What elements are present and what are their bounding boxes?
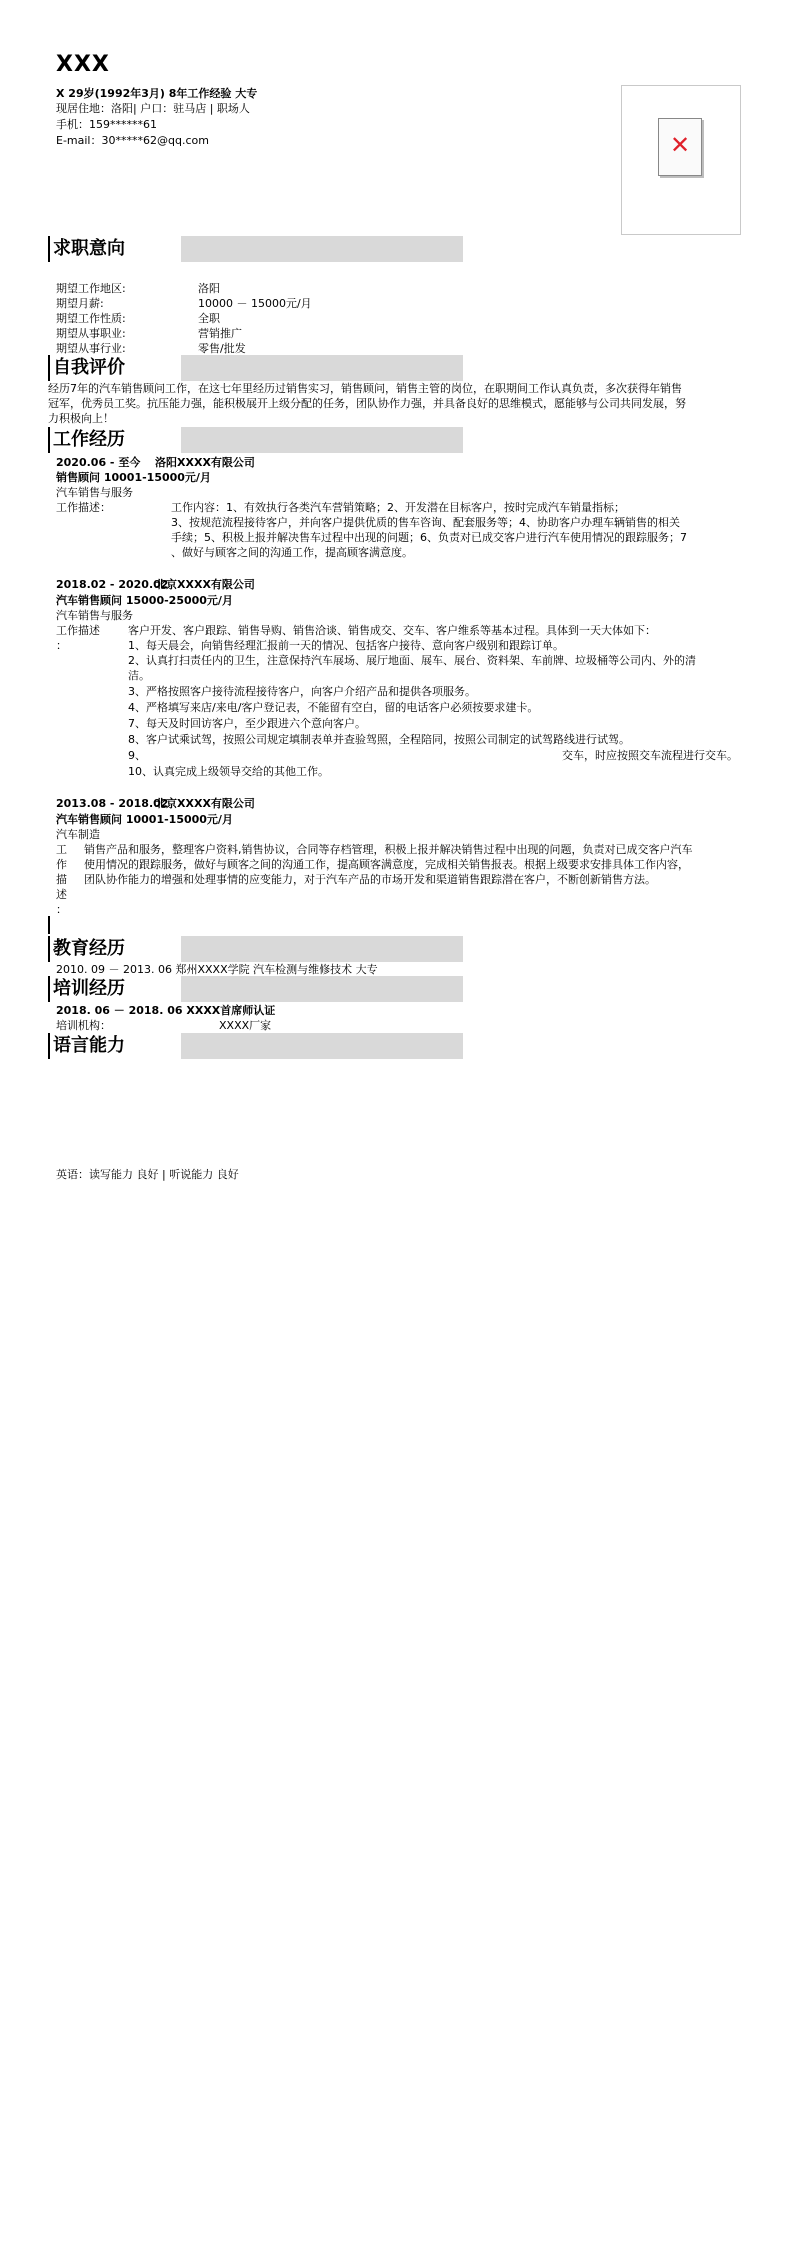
job-desc-label: 工作描述 [56,624,100,637]
job-desc-label-colon: ： [56,639,67,652]
job-company: 北京XXXX有限公司 [155,578,255,591]
section-bar [181,236,463,262]
job-company: 北京XXXX有限公司 [155,797,255,810]
phone-line: 手机：159******61 [56,118,157,131]
intent-label: 期望从事职业: [56,327,126,340]
training-org: XXXX厂家 [219,1019,272,1032]
job-desc-line: 1、每天晨会，向销售经理汇报前一天的情况、包括客户接待、意向客户级别和跟踪订单。 [128,639,564,652]
job-desc-label-char: ： [56,903,67,916]
section-bar [181,976,463,1002]
job-desc-line: 4、严格填写来店/来电/客户登记表，不能留有空白，留的电话客户必须按要求建卡。 [128,701,539,714]
section-bar [181,936,463,962]
section-rule [48,355,50,381]
language-line: 英语：读写能力 良好 | 听说能力 良好 [56,1168,239,1181]
intent-label: 期望工作性质: [56,312,126,325]
section-title: 求职意向 [51,236,179,262]
section-title: 自我评价 [51,355,179,381]
section-rule [48,236,50,262]
job-title-salary: 汽车销售顾问 10001-15000元/月 [56,813,233,826]
job-desc-line: 10、认真完成上级领导交给的其他工作。 [128,765,329,778]
job-title-salary: 销售顾问 10001-15000元/月 [56,471,211,484]
section-rule [48,976,50,1002]
self-eval-line: 经历7年的汽车销售顾问工作，在这七年里经历过销售实习，销售顾问，销售主管的岗位，在职期间工作认真负责，多次获得年销售 [48,382,682,395]
intent-label: 期望从事行业: [56,342,126,355]
section-title: 语言能力 [51,1033,179,1059]
intent-value: 全职 [198,312,220,325]
job-desc-line: 3、按规范流程接待客户，并向客户提供优质的售车咨询、配套服务等；4、协助客户办理车辆销售的相关 [171,516,680,529]
job-desc-label-char: 述 [56,888,67,901]
section-bar [181,355,463,381]
section-rule [48,936,50,962]
intent-value: 10000 － 15000元/月 [198,297,312,310]
broken-image-glyph: ✕ [669,131,691,159]
section-title: 工作经历 [51,427,179,453]
email-line: E-mail：30*****62@qq.com [56,134,209,147]
self-eval-line: 力积极向上！ [48,412,114,425]
job-desc-line: 3、严格按照客户接待流程接待客户，向客户介绍产品和提供各项服务。 [128,685,476,698]
intent-value: 洛阳 [198,282,220,295]
job-desc-line: 使用情况的跟踪服务，做好与顾客之间的沟通工作，提高顾客满意度，完成相关销售报表。根据上级要求安排具体工作内容， [84,858,689,871]
job-desc-label: 工作描述： [56,501,111,514]
section-bar [181,427,463,453]
divider-mark [48,916,50,934]
job-industry: 汽车制造 [56,828,100,841]
job-desc-line: 手续；5、积极上报并解决售车过程中出现的问题；6、负责对已成交客户进行汽车使用情况的跟踪服务；7 [171,531,687,544]
job-desc-line: 7、每天及时回访客户，至少跟进六个意向客户。 [128,717,366,730]
job-period: 2018.02 - 2020.02 [56,578,169,591]
intent-value: 营销推广 [198,327,242,340]
training-org-label: 培训机构： [56,1019,111,1032]
job-desc-line-right: 交车，时应按照交车流程进行交车。 [562,749,738,762]
section-title: 培训经历 [51,976,179,1002]
summary-line: X 29岁(1992年3月) 8年工作经验 大专 [56,87,258,100]
job-desc-label-char: 工 [56,843,67,856]
job-desc-line: 洁。 [128,669,150,682]
job-desc-label-char: 描 [56,873,67,886]
job-period: 2013.08 - 2018.02 [56,797,169,810]
job-desc-label-char: 作 [56,858,67,871]
intent-value: 零售/批发 [198,342,246,355]
job-industry: 汽车销售与服务 [56,609,133,622]
intent-label: 期望工作地区: [56,282,126,295]
job-company: 洛阳XXXX有限公司 [155,456,255,469]
education-line: 2010. 09 － 2013. 06 郑州XXXX学院 汽车检测与维修技术 大专 [56,963,378,976]
section-rule [48,427,50,453]
job-desc-line: 客户开发、客户跟踪、销售导购、销售洽谈、销售成交、交车、客户维系等基本过程。具体到一天大体如下： [128,624,656,637]
section-title: 教育经历 [51,936,179,962]
job-desc-line: 8、客户试乘试驾，按照公司规定填制表单并查验驾照，全程陪同，按照公司制定的试驾路线进行试驾。 [128,733,630,746]
job-desc-line: 、做好与顾客之间的沟通工作，提高顾客满意度。 [171,546,413,559]
job-period: 2020.06 - 至今 [56,456,141,469]
self-eval-line: 冠军，优秀员工奖。抗压能力强，能积极展开上级分配的任务，团队协作力强，并具备良好的思维模式，愿能够与公司共同发展，努 [48,397,686,410]
job-desc-line: 销售产品和服务，整理客户资料,销售协议，合同等存档管理，积极上报并解决销售过程中出现的问题，负责对已成交客户汽车 [84,843,693,856]
intent-label: 期望月薪: [56,297,104,310]
broken-image-icon [658,118,702,176]
job-desc-line: 9、 [128,749,146,762]
residence-line: 现居住地：洛阳| 户口：驻马店 | 职场人 [56,102,250,115]
job-desc-line: 工作内容：1、有效执行各类汽车营销策略；2、开发潜在目标客户，按时完成汽车销量指标； [171,501,625,514]
profile-photo [621,85,741,235]
job-desc-line: 团队协作能力的增强和处理事情的应变能力，对于汽车产品的市场开发和渠道销售跟踪潜在客户，不断创新销售方法。 [84,873,656,886]
training-title: 2018. 06 － 2018. 06 XXXX首席师认证 [56,1004,276,1017]
job-title-salary: 汽车销售顾问 15000-25000元/月 [56,594,233,607]
section-rule [48,1033,50,1059]
job-desc-line: 2、认真打扫责任内的卫生，注意保持汽车展场、展厅地面、展车、展台、资料架、车前牌、垃圾桶等公司内、外的清 [128,654,696,667]
section-bar [181,1033,463,1059]
job-industry: 汽车销售与服务 [56,486,133,499]
candidate-name: XXX [56,52,110,77]
